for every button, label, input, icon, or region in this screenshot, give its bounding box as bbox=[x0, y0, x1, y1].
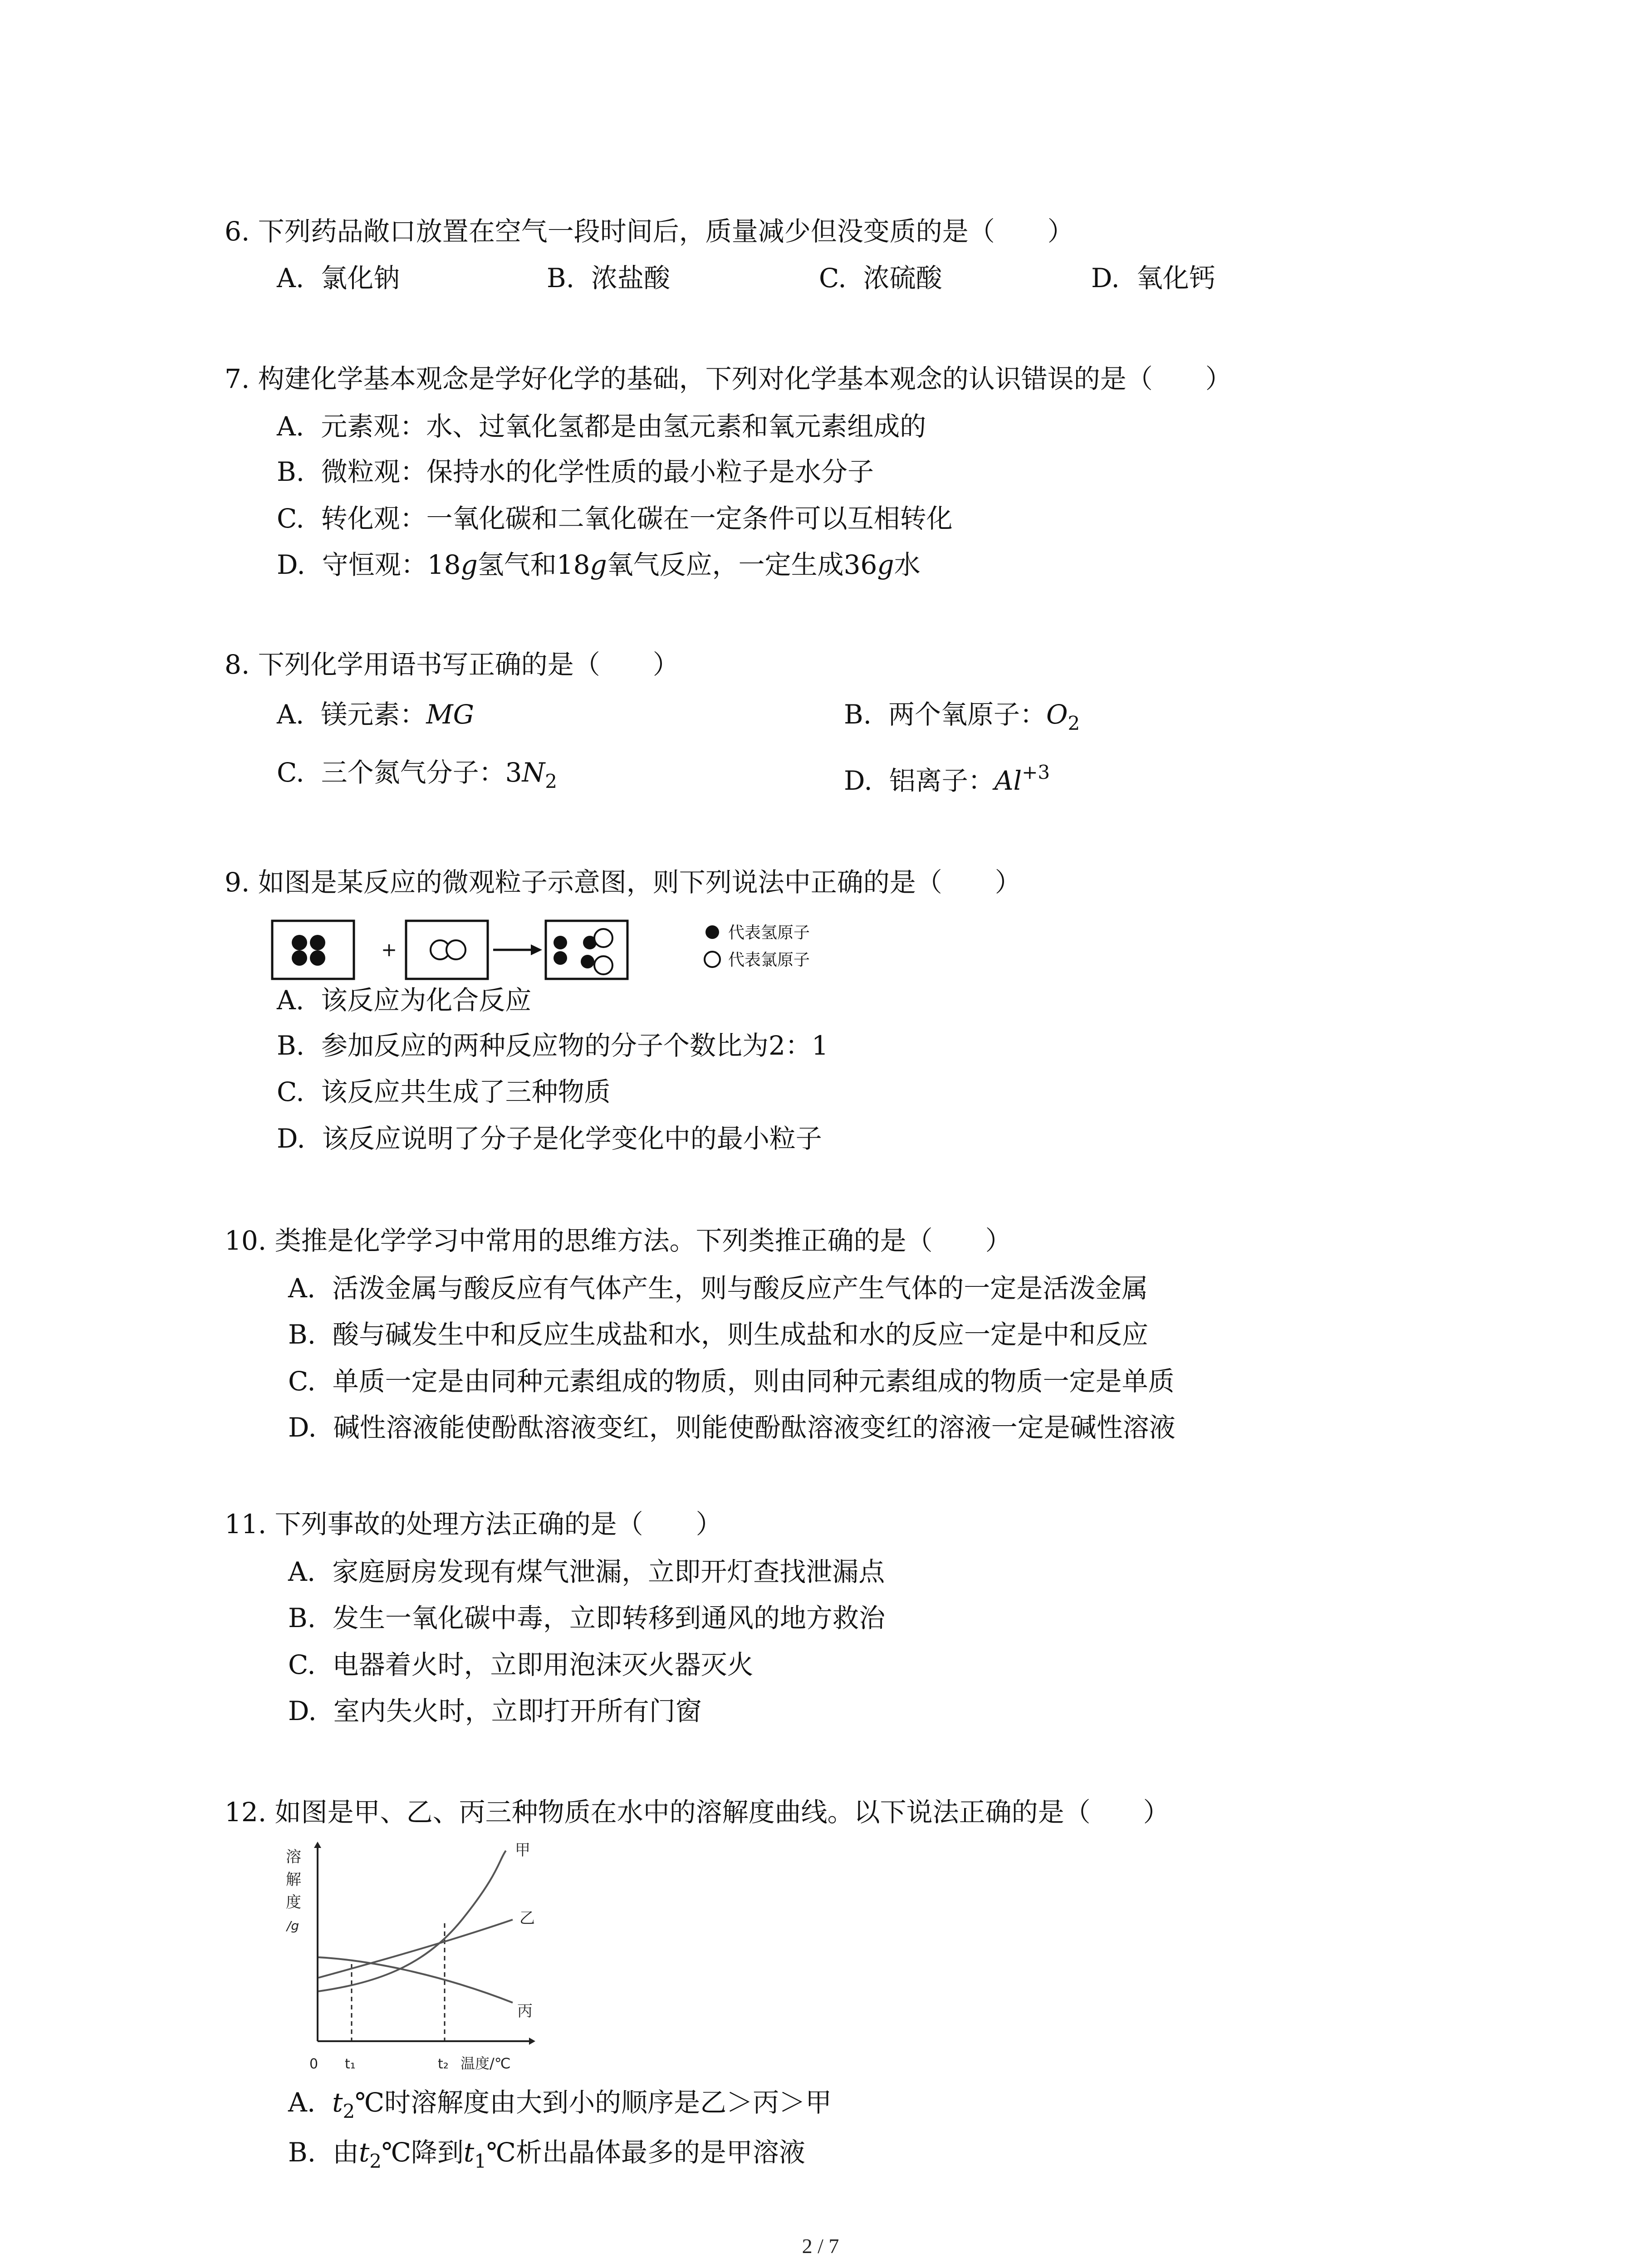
question-8-stem: 8. 下列化学用语书写正确的是（ ） bbox=[225, 649, 679, 680]
question-8-option-d: D. 铝离子：$Al^{+3}$ bbox=[844, 761, 1050, 796]
question-8-option-c: C. 三个氮气分子：$3N_2$ bbox=[277, 757, 558, 792]
plus-sign: + bbox=[381, 938, 397, 961]
question-6-option-a: A. 氯化钠 bbox=[277, 263, 400, 293]
question-12-stem: 12. 如图是甲、乙、丙三种物质在水中的溶解度曲线。以下说法正确的是（ ） bbox=[225, 1797, 1170, 1828]
question-9-option-a: A. 该反应为化合反应 bbox=[277, 985, 532, 1016]
y-axis-label: /g bbox=[287, 1918, 299, 1933]
question-12-option-a: A. $t_2℃$时溶解度由大到小的顺序是乙＞丙＞甲 bbox=[288, 2087, 832, 2122]
legend-hydrogen-label: 代表氢原子 bbox=[728, 924, 810, 942]
t2-label: t₂ bbox=[438, 2056, 449, 2072]
question-6-option-b: B. 浓盐酸 bbox=[547, 263, 670, 293]
question-11-stem: 11. 下列事故的处理方法正确的是（ ） bbox=[225, 1509, 722, 1540]
x-axis-arrow bbox=[529, 2038, 535, 2045]
chlorine-atom bbox=[594, 956, 612, 974]
question-7-option-c: C. 转化观：一氧化碳和二氧化碳在一定条件可以互相转化 bbox=[277, 503, 953, 534]
question-9-option-b: B. 参加反应的两种反应物的分子个数比为2：1 bbox=[277, 1030, 828, 1061]
chlorine-atom bbox=[446, 940, 465, 959]
hydrogen-atom bbox=[310, 950, 325, 966]
reaction-diagram bbox=[270, 916, 905, 984]
question-9-option-c: C. 该反应共生成了三种物质 bbox=[277, 1076, 611, 1107]
hydrogen-atom bbox=[581, 955, 594, 968]
question-9-stem: 9. 如图是某反应的微观粒子示意图，则下列说法中正确的是（ ） bbox=[225, 867, 1021, 898]
question-9-option-d: D. 该反应说明了分子是化学变化中的最小粒子 bbox=[277, 1123, 822, 1154]
page-number: 2 / 7 bbox=[802, 2234, 839, 2258]
question-8-option-a: A. 镁元素：MG bbox=[277, 699, 474, 730]
y-axis-label: 解 bbox=[286, 1871, 301, 1889]
hydrogen-atom bbox=[554, 951, 567, 965]
curve-label-bing: 丙 bbox=[517, 2002, 533, 2020]
curve-label-yi: 乙 bbox=[519, 1909, 535, 1927]
t1-label: t₁ bbox=[345, 2056, 356, 2072]
question-10-option-b: B. 酸与碱发生中和反应生成盐和水，则生成盐和水的反应一定是中和反应 bbox=[288, 1319, 1148, 1350]
question-7-option-a: A. 元素观：水、过氧化氢都是由氢元素和氧元素组成的 bbox=[277, 411, 926, 442]
question-7-stem: 7. 构建化学基本观念是学好化学的基础，下列对化学基本观念的认识错误的是（ ） bbox=[225, 363, 1232, 394]
hydrogen-atom bbox=[292, 950, 307, 966]
question-10-option-d: D. 碱性溶液能使酚酞溶液变红，则能使酚酞溶液变红的溶液一定是碱性溶液 bbox=[288, 1412, 1176, 1443]
reaction-arrow-head bbox=[531, 944, 542, 955]
question-6-option-c: C. 浓硫酸 bbox=[819, 263, 942, 293]
origin-label: 0 bbox=[309, 2056, 318, 2072]
y-axis-label: 度 bbox=[286, 1893, 301, 1911]
question-11-option-d: D. 室内失火时，立即打开所有门窗 bbox=[288, 1696, 702, 1726]
y-axis-label: 溶 bbox=[286, 1848, 301, 1866]
x-axis-label: 温度/℃ bbox=[460, 2055, 511, 2072]
question-10-stem: 10. 类推是化学学习中常用的思维方法。下列类推正确的是（ ） bbox=[225, 1225, 1012, 1256]
question-8-option-b: B. 两个氧原子：$O_2$ bbox=[844, 699, 1080, 734]
curve-yi bbox=[318, 1920, 513, 1978]
chlorine-atom bbox=[594, 929, 612, 947]
question-6-stem: 6. 下列药品敞口放置在空气一段时间后，质量减少但没变质的是（ ） bbox=[225, 216, 1074, 247]
legend-chlorine-marker bbox=[705, 952, 720, 967]
product-box bbox=[546, 921, 627, 979]
legend-chlorine-label: 代表氯原子 bbox=[728, 951, 810, 969]
question-10-option-a: A. 活泼金属与酸反应有气体产生，则与酸反应产生气体的一定是活泼金属 bbox=[288, 1273, 1148, 1304]
reactant-box-hydrogen bbox=[272, 921, 354, 979]
question-12-option-b: B. 由$t_2℃$降到$t_1℃$析出晶体最多的是甲溶液 bbox=[288, 2137, 805, 2172]
legend-hydrogen-marker bbox=[705, 925, 719, 939]
question-11-option-b: B. 发生一氧化碳中毒，立即转移到通风的地方救治 bbox=[288, 1603, 885, 1633]
hydrogen-atom bbox=[554, 936, 567, 949]
question-10-option-c: C. 单质一定是由同种元素组成的物质，则由同种元素组成的物质一定是单质 bbox=[288, 1366, 1175, 1397]
curve-bing bbox=[318, 1957, 513, 2003]
question-6-option-d: D. 氧化钙 bbox=[1091, 263, 1215, 293]
question-11-option-a: A. 家庭厨房发现有煤气泄漏，立即开灯查找泄漏点 bbox=[288, 1556, 885, 1587]
question-7-option-d: D. 守恒观：18g氢气和18g氧气反应，一定生成36g水 bbox=[277, 549, 921, 580]
curve-label-jia: 甲 bbox=[515, 1842, 530, 1859]
question-7-option-b: B. 微粒观：保持水的化学性质的最小粒子是水分子 bbox=[277, 456, 874, 487]
solubility-curve-graph bbox=[277, 1842, 549, 2077]
hydrogen-atom bbox=[292, 935, 307, 950]
question-11-option-c: C. 电器着火时，立即用泡沫灭火器灭火 bbox=[288, 1649, 754, 1680]
hydrogen-atom bbox=[310, 935, 325, 950]
y-axis-arrow bbox=[314, 1842, 321, 1848]
